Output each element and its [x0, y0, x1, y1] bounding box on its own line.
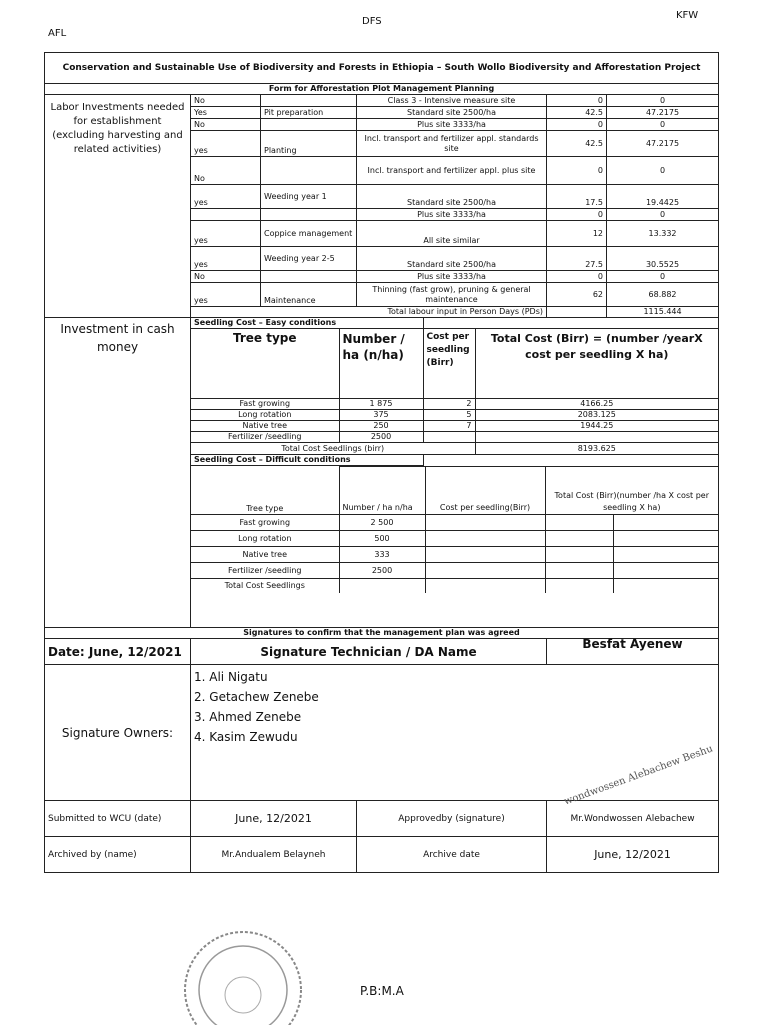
labor-value-2: 0: [607, 271, 719, 283]
labor-total-label: Total labour input in Person Days (PDs): [191, 307, 547, 318]
labor-activity: [261, 157, 357, 185]
labor-value-2: 47.2175: [607, 131, 719, 157]
form-sheet: [44, 52, 718, 924]
labor-activity: Coppice management: [261, 221, 357, 247]
labor-yn: No: [191, 95, 261, 107]
labor-activity: Planting: [261, 131, 357, 157]
labor-desc: Plus site 3333/ha: [357, 119, 547, 131]
labor-desc: Standard site 2500/ha: [357, 107, 547, 119]
owner-2: 2. Getachew Zenebe: [194, 690, 319, 704]
labor-desc: Plus site 3333/ha: [357, 271, 547, 283]
easy-tree-type: Fast growing: [191, 399, 339, 410]
labor-value-2: 30.5525: [607, 247, 719, 271]
labor-value-2: 0: [607, 157, 719, 185]
form-subtitle: Form for Afforestation Plot Management Planning: [45, 84, 719, 95]
form-table: [44, 52, 719, 873]
labor-activity: Weeding year 2-5: [261, 247, 357, 271]
labor-desc: Incl. transport and fertilizer appl. plus site: [357, 157, 547, 185]
labor-value-2: 19.4425: [607, 185, 719, 209]
labor-yn: yes: [191, 131, 261, 157]
labor-desc: All site similar: [357, 221, 547, 247]
labor-desc: Class 3 - Intensive measure site: [357, 95, 547, 107]
technician-name: Besfat Ayenew: [547, 639, 719, 665]
easy-total: 2083.125: [475, 410, 718, 421]
easy-tree-type: Native tree: [191, 421, 339, 432]
easy-tree-type: Long rotation: [191, 410, 339, 421]
confirm-label: Signatures to confirm that the management plan was agreed: [45, 628, 719, 639]
submitted-label: Submitted to WCU (date): [45, 801, 191, 837]
date-label: Date: June, 12/2021: [45, 639, 191, 665]
labor-value-1: 42.5: [547, 107, 607, 119]
labor-yn: [191, 209, 261, 221]
difficult-col-total: Total Cost (Birr)(number /ha X cost per seedling X ha): [545, 467, 718, 515]
easy-total: 1944.25: [475, 421, 718, 432]
easy-col-number: Number / ha (n/ha): [339, 329, 423, 399]
labor-section-label: Labor Investments needed for establishment (excluding harvesting and related activities): [45, 95, 191, 318]
easy-number: 250: [339, 421, 423, 432]
labor-value-1: 12: [547, 221, 607, 247]
labor-desc: Incl. transport and fertilizer appl. standards site: [357, 131, 547, 157]
easy-col-tree: Tree type: [191, 329, 339, 399]
handwritten-signature: wondwossen Alebachew Beshu: [562, 743, 715, 808]
difficult-number: 500: [339, 531, 425, 547]
header-right: KFW: [676, 10, 699, 21]
labor-value-2: 47.2175: [607, 107, 719, 119]
labor-desc: Thinning (fast grow), pruning & general maintenance: [357, 283, 547, 307]
labor-value-2: 0: [607, 95, 719, 107]
easy-cost: 7: [423, 421, 475, 432]
owners-label: Signature Owners:: [45, 665, 191, 801]
labor-yn: yes: [191, 185, 261, 209]
easy-heading: Seedling Cost – Easy conditions: [191, 318, 423, 329]
labor-activity: Maintenance: [261, 283, 357, 307]
cash-section-label: Investment in cash money: [45, 318, 191, 628]
easy-total-label: Total Cost Seedlings (birr): [191, 443, 475, 455]
labor-desc: Standard site 2500/ha: [357, 247, 547, 271]
labor-value-1: 0: [547, 119, 607, 131]
difficult-total-label: Total Cost Seedlings: [191, 579, 339, 593]
easy-col-cost: Cost per seedling (Birr): [423, 329, 475, 399]
stamp-seal: [168, 925, 318, 1025]
easy-cost: 5: [423, 410, 475, 421]
form-title: Conservation and Sustainable Use of Biodiversity and Forests in Ethiopia – South Wollo Biodiversity and Afforestation Project: [45, 53, 719, 84]
labor-value-1: 0: [547, 271, 607, 283]
labor-value-2: 13.332: [607, 221, 719, 247]
archive-date: June, 12/2021: [547, 837, 719, 873]
easy-col-total: Total Cost (Birr) = (number /yearX cost per seedling X ha): [475, 329, 718, 399]
labor-value-1: 62: [547, 283, 607, 307]
labor-activity: [261, 271, 357, 283]
easy-total-value: 8193.625: [475, 443, 718, 455]
owner-4: 4. Kasim Zewudu: [194, 730, 298, 744]
difficult-col-number: Number / ha n/ha: [339, 467, 425, 515]
easy-number: 2500: [339, 432, 423, 443]
labor-desc: Plus site 3333/ha: [357, 209, 547, 221]
easy-total: [475, 432, 718, 443]
labor-yn: yes: [191, 247, 261, 271]
difficult-tree-type: Long rotation: [191, 531, 339, 547]
technician-label: Signature Technician / DA Name: [191, 639, 547, 665]
difficult-tree-type: Fertilizer /seedling: [191, 563, 339, 579]
easy-cost: 2: [423, 399, 475, 410]
difficult-number: 2500: [339, 563, 425, 579]
labor-yn: yes: [191, 221, 261, 247]
difficult-number: 2 500: [339, 515, 425, 531]
easy-cost: [423, 432, 475, 443]
labor-activity: Weeding year 1: [261, 185, 357, 209]
seedling-difficult-table: [191, 466, 718, 593]
labor-activity: [261, 209, 357, 221]
footer-code: P.B:M.A: [360, 984, 404, 998]
labor-activity: [261, 119, 357, 131]
labor-yn: No: [191, 119, 261, 131]
difficult-col-cost: Cost per seedling(Birr): [425, 467, 545, 515]
header-center: DFS: [362, 16, 382, 27]
header-left: AFL: [48, 28, 67, 39]
approved-name: Mr.Wondwossen Alebachew: [547, 801, 719, 837]
owner-3: 3. Ahmed Zenebe: [194, 710, 302, 724]
labor-value-1: 0: [547, 209, 607, 221]
difficult-tree-type: Fast growing: [191, 515, 339, 531]
labor-value-1: 0: [547, 95, 607, 107]
submitted-date: June, 12/2021: [191, 801, 357, 837]
labor-yn: Yes: [191, 107, 261, 119]
labor-total-value: 1115.444: [607, 307, 719, 318]
labor-value-1: 17.5: [547, 185, 607, 209]
labor-activity: [261, 95, 357, 107]
approved-label: Approvedby (signature): [357, 801, 547, 837]
labor-value-2: 68.882: [607, 283, 719, 307]
difficult-col-tree: Tree type: [191, 467, 339, 515]
labor-value-2: 0: [607, 209, 719, 221]
archive-date-label: Archive date: [357, 837, 547, 873]
easy-tree-type: Fertilizer /seedling: [191, 432, 339, 443]
labor-value-1: 0: [547, 157, 607, 185]
labor-activity: Pit preparation: [261, 107, 357, 119]
labor-yn: yes: [191, 283, 261, 307]
labor-value-1: 42.5: [547, 131, 607, 157]
owner-1: 1. Ali Nigatu: [194, 670, 268, 684]
easy-number: 375: [339, 410, 423, 421]
archived-label: Archived by (name): [45, 837, 191, 873]
labor-desc: Standard site 2500/ha: [357, 185, 547, 209]
difficult-heading: Seedling Cost – Difficult conditions: [191, 455, 423, 466]
seedling-easy-table: [191, 318, 718, 466]
labor-yn: No: [191, 157, 261, 185]
labor-value-1: 27.5: [547, 247, 607, 271]
labor-value-2: 0: [607, 119, 719, 131]
difficult-tree-type: Native tree: [191, 547, 339, 563]
easy-total: 4166.25: [475, 399, 718, 410]
difficult-number: 333: [339, 547, 425, 563]
archived-name: Mr.Andualem Belayneh: [191, 837, 357, 873]
labor-yn: No: [191, 271, 261, 283]
easy-number: 1 875: [339, 399, 423, 410]
